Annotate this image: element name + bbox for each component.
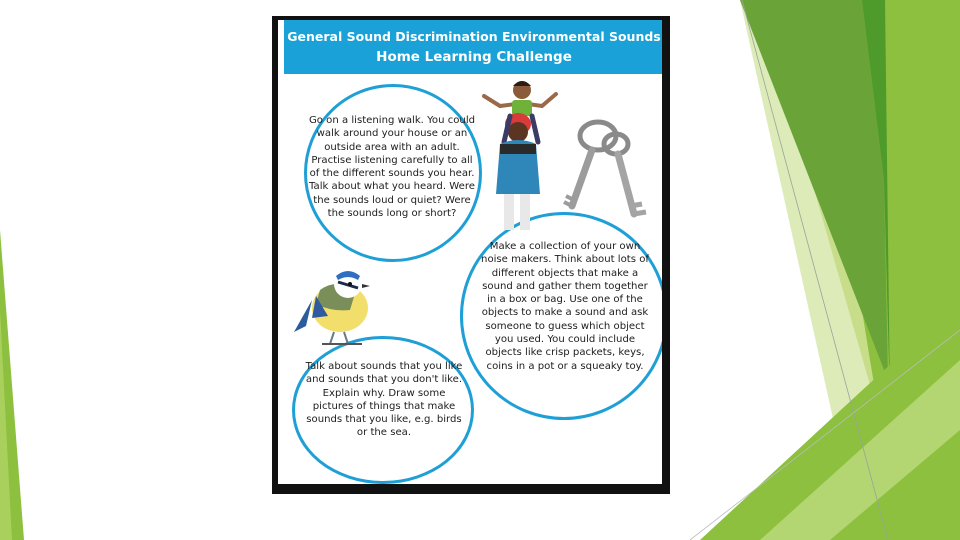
document-frame [272,16,670,494]
child-on-shoulders-illustration [476,72,566,232]
keys-icon [562,110,658,226]
activity-text-1: Go on a listening walk. You could walk around your house or an outside area with an adult. Practise listening carefully to all of the different sounds you hear. Talk about what you heard. Were the sounds loud or quiet? Were the sounds long or short? [308,115,476,220]
document-title: General Sound Discrimination Environmental Sounds [287,29,661,44]
activity-text-3: Talk about sounds that you like and sounds that you don't like. Explain why. Draw some pictures of things that make sounds that you like, e.g. birds or the sea. [305,361,463,439]
document-page [278,20,662,484]
activity-text-2: Make a collection of your own noise makers. Think about lots of different objects that make a sound and gather them together in a box or bag. Use one of the objects to make a sound and ask someone to guess which object you used. You could include objects like crisp packets, keys, coins in a pot or a squeaky toy. [481,241,649,372]
blue-tit-bird-illustration [292,260,380,346]
document-header [284,20,662,74]
document-subtitle: Home Learning Challenge [376,49,572,65]
